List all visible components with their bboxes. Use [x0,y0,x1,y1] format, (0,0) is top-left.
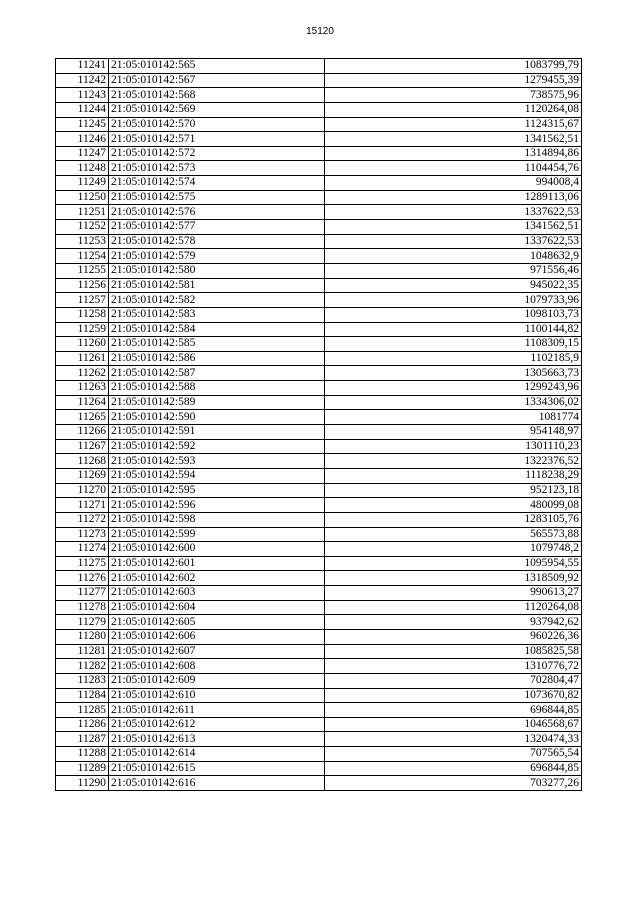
cadastral-value-cell: 480099,08 [325,498,582,513]
cadastral-number-cell: 21:05:010142:593 [109,454,325,469]
table-row [56,351,582,366]
table-row [56,293,582,308]
cadastral-value-cell: 954148,97 [325,425,582,440]
cadastral-value-cell: 1100144,82 [325,322,582,337]
cadastral-number-cell: 21:05:010142:578 [109,234,325,249]
row-number-cell: 11247 [56,146,109,161]
table-row [56,644,582,659]
cadastral-number-cell: 21:05:010142:595 [109,483,325,498]
table-row [56,439,582,454]
cadastral-value-cell: 1337622,53 [325,234,582,249]
row-number-cell: 11243 [56,88,109,103]
cadastral-value-cell: 1299243,96 [325,381,582,396]
row-number-cell: 11280 [56,629,109,644]
table-row [56,571,582,586]
cadastral-number-cell: 21:05:010142:590 [109,410,325,425]
cadastral-number-cell: 21:05:010142:567 [109,73,325,88]
table-row [56,688,582,703]
cadastral-number-cell: 21:05:010142:568 [109,88,325,103]
row-number-cell: 11285 [56,703,109,718]
cadastral-number-cell: 21:05:010142:589 [109,395,325,410]
cadastral-number-cell: 21:05:010142:612 [109,717,325,732]
cadastral-value-cell: 1301110,23 [325,439,582,454]
row-number-cell: 11261 [56,351,109,366]
row-number-cell: 11270 [56,483,109,498]
cadastral-number-cell: 21:05:010142:577 [109,220,325,235]
row-number-cell: 11274 [56,542,109,557]
cadastral-value-cell: 1118238,29 [325,468,582,483]
table-row [56,263,582,278]
cadastral-number-cell: 21:05:010142:588 [109,381,325,396]
cadastral-value-cell: 1120264,08 [325,102,582,117]
row-number-cell: 11288 [56,747,109,762]
row-number-cell: 11272 [56,512,109,527]
cadastral-value-cell: 1046568,67 [325,717,582,732]
row-number-cell: 11278 [56,600,109,615]
cadastral-number-cell: 21:05:010142:576 [109,205,325,220]
cadastral-value-cell: 702804,47 [325,673,582,688]
cadastral-number-cell: 21:05:010142:572 [109,146,325,161]
cadastral-value-cell: 1102185,9 [325,351,582,366]
cadastral-value-cell: 1048632,9 [325,249,582,264]
cadastral-number-cell: 21:05:010142:609 [109,673,325,688]
table-row [56,468,582,483]
table-row [56,703,582,718]
table-row [56,88,582,103]
row-number-cell: 11273 [56,527,109,542]
table-row [56,425,582,440]
cadastral-number-cell: 21:05:010142:580 [109,263,325,278]
table-row [56,381,582,396]
row-number-cell: 11267 [56,439,109,454]
table-row [56,659,582,674]
table-row [56,454,582,469]
cadastral-number-cell: 21:05:010142:596 [109,498,325,513]
table-row [56,117,582,132]
cadastral-number-cell: 21:05:010142:614 [109,747,325,762]
row-number-cell: 11245 [56,117,109,132]
table-row [56,73,582,88]
row-number-cell: 11275 [56,556,109,571]
cadastral-value-cell: 1341562,51 [325,132,582,147]
row-number-cell: 11242 [56,73,109,88]
cadastral-value-cell: 945022,35 [325,278,582,293]
table-row [56,59,582,74]
cadastral-number-cell: 21:05:010142:574 [109,176,325,191]
table-row [56,542,582,557]
table-body [56,59,582,791]
row-number-cell: 11262 [56,366,109,381]
cadastral-value-cell: 1079733,96 [325,293,582,308]
table-row [56,556,582,571]
cadastral-value-cell: 952123,18 [325,483,582,498]
cadastral-value-cell: 1334306,02 [325,395,582,410]
cadastral-number-cell: 21:05:010142:606 [109,629,325,644]
cadastral-value-cell: 1318509,92 [325,571,582,586]
row-number-cell: 11246 [56,132,109,147]
table-row [56,146,582,161]
table-row [56,717,582,732]
cadastral-number-cell: 21:05:010142:582 [109,293,325,308]
cadastral-value-cell: 1279455,39 [325,73,582,88]
cadastral-value-cell: 738575,96 [325,88,582,103]
row-number-cell: 11263 [56,381,109,396]
cadastral-number-cell: 21:05:010142:598 [109,512,325,527]
cadastral-value-table [55,58,582,791]
row-number-cell: 11289 [56,761,109,776]
row-number-cell: 11249 [56,176,109,191]
cadastral-value-cell: 1085825,58 [325,644,582,659]
cadastral-value-cell: 1095954,55 [325,556,582,571]
row-number-cell: 11282 [56,659,109,674]
cadastral-number-cell: 21:05:010142:602 [109,571,325,586]
cadastral-value-cell: 937942,62 [325,615,582,630]
table-row [56,395,582,410]
table-row [56,629,582,644]
table-row [56,220,582,235]
cadastral-number-cell: 21:05:010142:600 [109,542,325,557]
cadastral-value-cell: 1320474,33 [325,732,582,747]
cadastral-value-cell: 1120264,08 [325,600,582,615]
cadastral-number-cell: 21:05:010142:585 [109,337,325,352]
row-number-cell: 11276 [56,571,109,586]
table-row [56,205,582,220]
cadastral-value-cell: 1124315,67 [325,117,582,132]
row-number-cell: 11271 [56,498,109,513]
row-number-cell: 11250 [56,190,109,205]
table-row [56,132,582,147]
table-row [56,337,582,352]
row-number-cell: 11260 [56,337,109,352]
row-number-cell: 11251 [56,205,109,220]
cadastral-number-cell: 21:05:010142:575 [109,190,325,205]
cadastral-value-cell: 1289113,06 [325,190,582,205]
cadastral-number-cell: 21:05:010142:571 [109,132,325,147]
cadastral-number-cell: 21:05:010142:592 [109,439,325,454]
row-number-cell: 11283 [56,673,109,688]
cadastral-number-cell: 21:05:010142:604 [109,600,325,615]
cadastral-number-cell: 21:05:010142:586 [109,351,325,366]
cadastral-number-cell: 21:05:010142:594 [109,468,325,483]
row-number-cell: 11265 [56,410,109,425]
cadastral-value-cell: 1104454,76 [325,161,582,176]
row-number-cell: 11279 [56,615,109,630]
row-number-cell: 11241 [56,59,109,74]
cadastral-value-cell: 971556,46 [325,263,582,278]
table-row [56,673,582,688]
row-number-cell: 11290 [56,776,109,791]
row-number-cell: 11252 [56,220,109,235]
cadastral-value-cell: 703277,26 [325,776,582,791]
table-row [56,161,582,176]
table-row [56,527,582,542]
table-row [56,615,582,630]
cadastral-number-cell: 21:05:010142:591 [109,425,325,440]
cadastral-number-cell: 21:05:010142:615 [109,761,325,776]
cadastral-value-cell: 1283105,76 [325,512,582,527]
cadastral-number-cell: 21:05:010142:583 [109,307,325,322]
row-number-cell: 11281 [56,644,109,659]
row-number-cell: 11248 [56,161,109,176]
table-row [56,190,582,205]
row-number-cell: 11259 [56,322,109,337]
cadastral-number-cell: 21:05:010142:579 [109,249,325,264]
row-number-cell: 11286 [56,717,109,732]
cadastral-number-cell: 21:05:010142:587 [109,366,325,381]
table-row [56,600,582,615]
row-number-cell: 11257 [56,293,109,308]
cadastral-value-cell: 1322376,52 [325,454,582,469]
table-row [56,483,582,498]
cadastral-value-cell: 1337622,53 [325,205,582,220]
table-row [56,176,582,191]
cadastral-number-cell: 21:05:010142:613 [109,732,325,747]
cadastral-number-cell: 21:05:010142:607 [109,644,325,659]
cadastral-value-cell: 1310776,72 [325,659,582,674]
table-row [56,234,582,249]
table-row [56,732,582,747]
table-row [56,512,582,527]
table-row [56,747,582,762]
table-row [56,761,582,776]
row-number-cell: 11269 [56,468,109,483]
row-number-cell: 11253 [56,234,109,249]
table-row [56,776,582,791]
cadastral-number-cell: 21:05:010142:610 [109,688,325,703]
row-number-cell: 11268 [56,454,109,469]
cadastral-number-cell: 21:05:010142:599 [109,527,325,542]
cadastral-number-cell: 21:05:010142:605 [109,615,325,630]
cadastral-number-cell: 21:05:010142:611 [109,703,325,718]
table-row [56,102,582,117]
row-number-cell: 11264 [56,395,109,410]
row-number-cell: 11287 [56,732,109,747]
cadastral-number-cell: 21:05:010142:570 [109,117,325,132]
page-number: 15120 [306,26,334,37]
table-row [56,498,582,513]
cadastral-number-cell: 21:05:010142:584 [109,322,325,337]
cadastral-value-cell: 1073670,82 [325,688,582,703]
cadastral-value-cell: 1098103,73 [325,307,582,322]
cadastral-value-cell: 707565,54 [325,747,582,762]
row-number-cell: 11255 [56,263,109,278]
cadastral-value-cell: 696844,85 [325,703,582,718]
cadastral-value-cell: 1081774 [325,410,582,425]
row-number-cell: 11254 [56,249,109,264]
cadastral-value-cell: 1083799,79 [325,59,582,74]
table-row [56,278,582,293]
cadastral-number-cell: 21:05:010142:616 [109,776,325,791]
cadastral-number-cell: 21:05:010142:601 [109,556,325,571]
row-number-cell: 11258 [56,307,109,322]
row-number-cell: 11256 [56,278,109,293]
table-row [56,410,582,425]
cadastral-number-cell: 21:05:010142:603 [109,586,325,601]
table-row [56,366,582,381]
cadastral-value-cell: 1108309,15 [325,337,582,352]
cadastral-value-cell: 1079748,2 [325,542,582,557]
cadastral-value-cell: 960226,36 [325,629,582,644]
row-number-cell: 11266 [56,425,109,440]
cadastral-value-cell: 1341562,51 [325,220,582,235]
cadastral-value-cell: 994008,4 [325,176,582,191]
cadastral-number-cell: 21:05:010142:573 [109,161,325,176]
table-row [56,586,582,601]
cadastral-number-cell: 21:05:010142:565 [109,59,325,74]
table-row [56,249,582,264]
table-row [56,322,582,337]
cadastral-value-cell: 696844,85 [325,761,582,776]
table-row [56,307,582,322]
row-number-cell: 11244 [56,102,109,117]
cadastral-number-cell: 21:05:010142:581 [109,278,325,293]
cadastral-number-cell: 21:05:010142:569 [109,102,325,117]
cadastral-value-cell: 1305663,73 [325,366,582,381]
row-number-cell: 11277 [56,586,109,601]
cadastral-value-cell: 990613,27 [325,586,582,601]
cadastral-number-cell: 21:05:010142:608 [109,659,325,674]
cadastral-value-cell: 1314894,86 [325,146,582,161]
cadastral-value-cell: 565573,88 [325,527,582,542]
row-number-cell: 11284 [56,688,109,703]
